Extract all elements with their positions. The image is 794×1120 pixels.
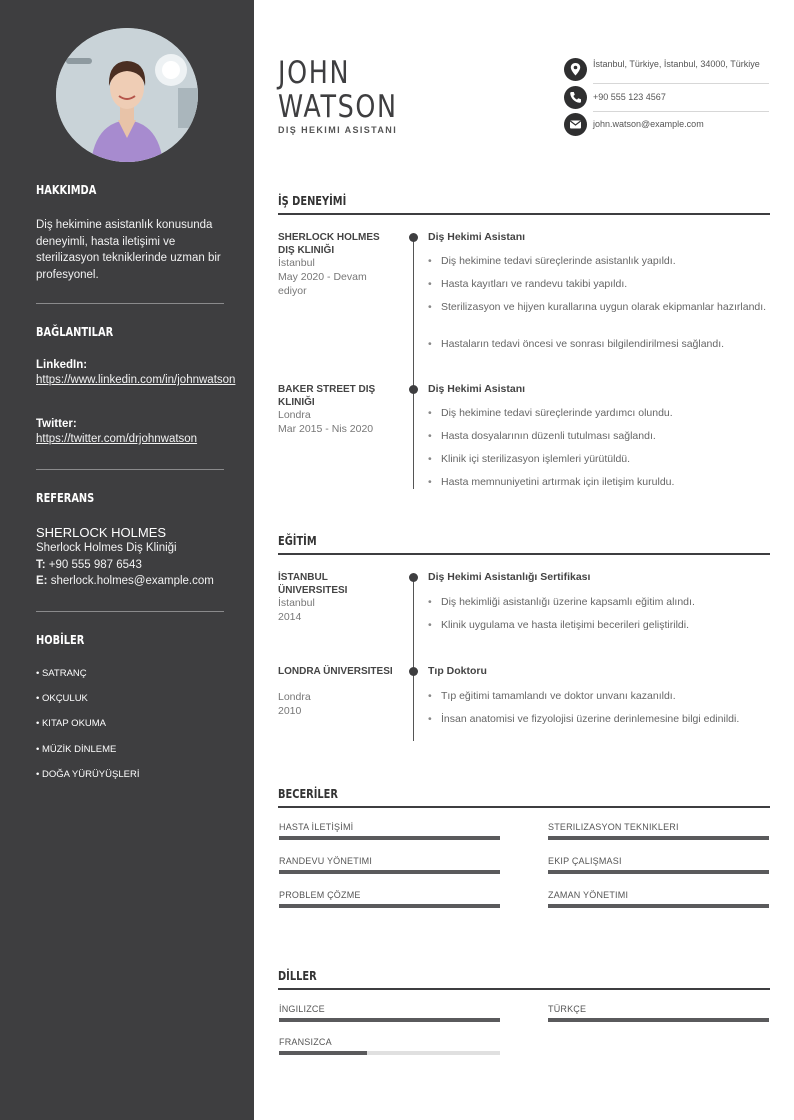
education-title: EĞİTİM [278, 534, 317, 548]
language-item [279, 1037, 500, 1047]
language-label: TÜRKÇE [548, 1004, 587, 1014]
language-bar-fill [279, 1051, 367, 1055]
experience-title: İŞ DENEYİMİ [278, 194, 347, 208]
phone-icon [564, 86, 587, 109]
timeline-dot [409, 573, 418, 582]
section-rule [278, 806, 770, 808]
twitter-block [36, 418, 224, 448]
hobbies-title: HOBİLER [36, 633, 85, 647]
education-dates: 2014 [278, 611, 302, 623]
language-bar-fill [548, 1018, 769, 1022]
reference-email-value[interactable]: sherlock.holmes@example.com [50, 575, 214, 587]
about-title: HAKKIMDA [36, 183, 97, 197]
skill-bar-fill [279, 870, 500, 874]
address-text: İstanbul, Türkiye, İstanbul, 34000, Türkiye [593, 59, 760, 69]
experience-bullet: • Hasta kayıtları ve randevu takibi yapıldı. [428, 277, 768, 292]
language-label: İNGILIZCE [279, 1004, 325, 1014]
links-title: BAĞLANTILAR [36, 325, 114, 339]
language-item [548, 1004, 769, 1014]
education-bullet: • Tıp eğitimi tamamlandı ve doktor unvanı kazanıldı. [428, 689, 768, 704]
skill-label: ZAMAN YÖNETIMI [548, 890, 629, 900]
reference-email [36, 573, 224, 590]
skill-item [548, 890, 769, 900]
experience-bullet: • Hasta dosyalarının düzenli tutulması sağlandı. [428, 429, 768, 444]
education-bullet: • İnsan anatomisi ve fizyolojisi üzerine derinlemesine bilgi edinildi. [428, 712, 768, 727]
job-title: DIŞ HEKIMI ASISTANI [278, 125, 398, 135]
language-bar [548, 1018, 769, 1022]
reference-title: REFERANS [36, 491, 95, 505]
skill-bar-fill [279, 836, 500, 840]
skill-bar [548, 870, 769, 874]
linkedin-link[interactable]: https://www.linkedin.com/in/johnwatson [36, 374, 236, 386]
timeline-line [413, 237, 414, 489]
section-rule [278, 988, 770, 990]
twitter-label: Twitter: [36, 418, 77, 430]
phone-label: T: [36, 558, 46, 571]
experience-role: Diş Hekimi Asistanı [428, 231, 526, 243]
experience-org: BAKER STREET DIŞ KLINIĞI [278, 384, 376, 408]
email-label: E: [36, 575, 48, 587]
links-section [36, 325, 224, 339]
language-item [279, 1004, 500, 1014]
education-city: İstanbul [278, 597, 315, 609]
experience-dates: May 2020 - Devam ediyor [278, 271, 367, 297]
divider [36, 469, 224, 470]
contact-divider [593, 83, 769, 84]
twitter-link[interactable]: https://twitter.com/drjohnwatson [36, 433, 198, 445]
experience-city: İstanbul [278, 257, 315, 269]
skill-bar [548, 836, 769, 840]
experience-bullet: • Hastaların tedavi öncesi ve sonrası bilgilendirilmesi sağlandı. [428, 337, 768, 352]
reference-details [36, 525, 224, 590]
skill-item [279, 822, 500, 832]
skill-item [279, 856, 500, 866]
skill-item [548, 822, 769, 832]
languages-title: DİLLER [278, 969, 317, 983]
timeline-dot [409, 667, 418, 676]
education-degree: Tıp Doktoru [428, 665, 487, 677]
divider [36, 303, 224, 304]
linkedin-label: LinkedIn: [36, 359, 88, 371]
about-text: Diş hekimine asistanlık konusunda deneyimli, hasta iletişimi ve sterilizasyon tekniklerinde uzman bir profesyonel. [36, 219, 221, 281]
hobbies-section [36, 633, 224, 647]
linkedin-block [36, 359, 236, 389]
education-dates: 2010 [278, 705, 302, 717]
experience-org: SHERLOCK HOLMES DIŞ KLINIĞI [278, 232, 380, 256]
timeline-dot [409, 233, 418, 242]
experience-dates: Mar 2015 - Nis 2020 [278, 423, 374, 435]
skill-item [279, 890, 500, 900]
skill-label: RANDEVU YÖNETIMI [279, 856, 373, 866]
skill-label: PROBLEM ÇÖZME [279, 890, 361, 900]
hobby-item: • SATRANÇ [36, 668, 87, 679]
hobby-item: • KITAP OKUMA [36, 718, 107, 729]
timeline-line [413, 577, 414, 741]
skill-bar-fill [279, 904, 500, 908]
skill-bar [279, 870, 500, 874]
skill-bar [548, 904, 769, 908]
timeline-dot [409, 385, 418, 394]
experience-role: Diş Hekimi Asistanı [428, 383, 526, 395]
skill-item [548, 856, 769, 866]
education-org: LONDRA ÜNIVERSITESI [278, 666, 393, 677]
education-bullet: • Klinik uygulama ve hasta iletişimi becerileri geliştirildi. [428, 618, 768, 633]
skill-bar-fill [548, 904, 769, 908]
skills-title: BECERİLER [278, 787, 338, 801]
reference-section [36, 491, 224, 505]
education-bullet: • Diş hekimliği asistanlığı üzerine kapsamlı eğitim alındı. [428, 595, 768, 610]
envelope-icon [564, 113, 587, 136]
section-rule [278, 553, 770, 555]
reference-name: SHERLOCK HOLMES [36, 525, 167, 540]
location-pin-icon [564, 58, 587, 81]
last-name: WATSON [278, 89, 398, 125]
hobby-item: • OKÇULUK [36, 693, 88, 704]
language-bar [279, 1051, 500, 1055]
sidebar [0, 0, 254, 1120]
education-org: İSTANBUL ÜNIVERSITESI [278, 572, 348, 596]
language-bar [279, 1018, 500, 1022]
experience-bullet: • Diş hekimine tedavi süreçlerinde yardımcı olundu. [428, 406, 768, 421]
reference-phone [36, 557, 224, 574]
divider [36, 611, 224, 612]
reference-company: Sherlock Holmes Diş Kliniği [36, 542, 177, 554]
language-bar-fill [279, 1018, 500, 1022]
hobby-item: • DOĞA YÜRÜYÜŞLERİ [36, 769, 140, 780]
experience-bullet: • Diş hekimine tedavi süreçlerinde asistanlık yapıldı. [428, 254, 768, 269]
skill-bar [279, 904, 500, 908]
email-text[interactable]: john.watson@example.com [593, 119, 704, 129]
hobby-item: • MÜZİK DİNLEME [36, 744, 117, 755]
reference-phone-value: +90 555 987 6543 [48, 558, 142, 571]
about-section [36, 183, 224, 197]
skill-label: HASTA İLETİŞİMİ [279, 822, 354, 832]
language-label: FRANSIZCA [279, 1037, 332, 1047]
experience-bullet: • Sterilizasyon ve hijyen kurallarına uygun olarak ekipmanlar hazırlandı. [428, 300, 768, 315]
phone-text: +90 555 123 4567 [593, 92, 666, 102]
skill-label: STERILIZASYON TEKNIKLERI [548, 822, 679, 832]
contact-divider [593, 111, 769, 112]
experience-bullet: • Klinik içi sterilizasyon işlemleri yürütüldü. [428, 452, 768, 467]
education-degree: Diş Hekimi Asistanlığı Sertifikası [428, 571, 591, 583]
section-rule [278, 213, 770, 215]
education-city: Londra [278, 691, 311, 703]
skill-bar [279, 836, 500, 840]
first-name: JOHN [278, 55, 351, 91]
skill-bar-fill [548, 836, 769, 840]
skill-bar-fill [548, 870, 769, 874]
experience-bullet: • Hasta memnuniyetini artırmak için iletişim kuruldu. [428, 475, 768, 490]
skill-label: EKIP ÇALIŞMASI [548, 856, 622, 866]
experience-city: Londra [278, 409, 311, 421]
profile-photo [56, 28, 198, 162]
